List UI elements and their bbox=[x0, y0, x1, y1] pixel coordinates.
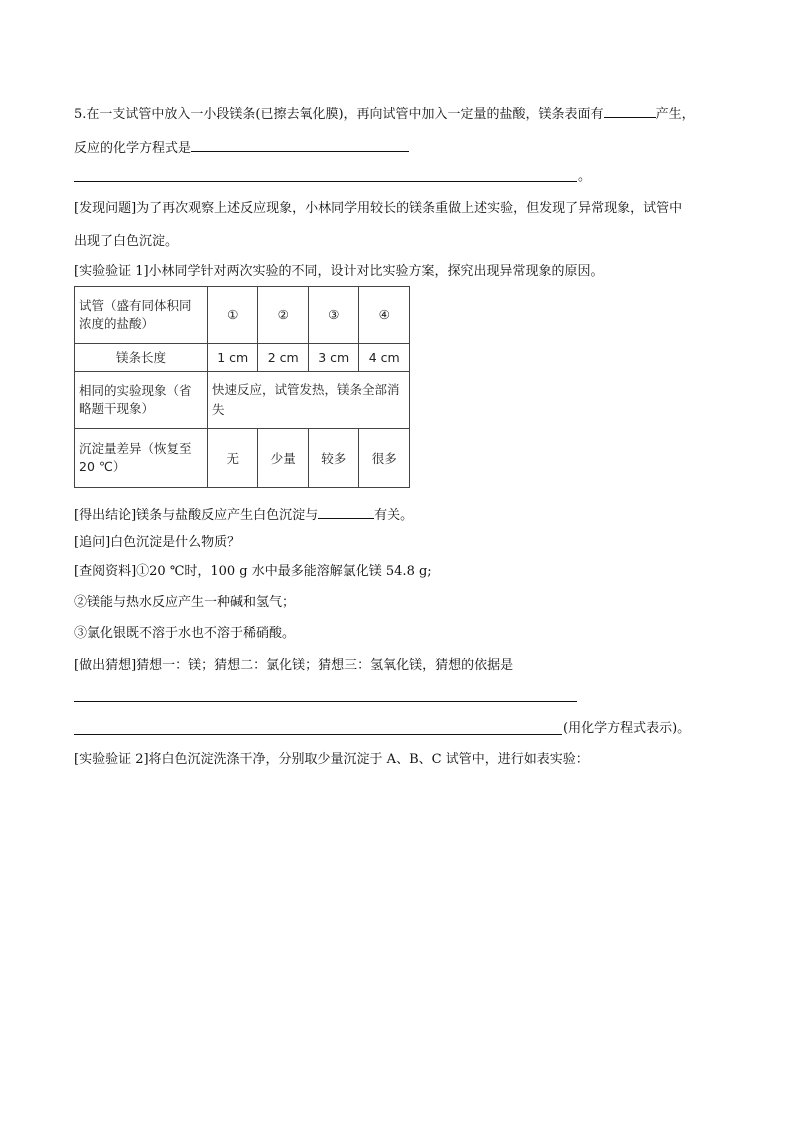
table-header-same: 相同的实验现象（省略题干现象） bbox=[75, 372, 208, 429]
q5-text-1b: 产生， bbox=[655, 107, 695, 122]
guess-line-3-tail: (用化学方程式表示)。 bbox=[563, 721, 691, 736]
experiment-table bbox=[74, 286, 410, 488]
q5-text-2: 反应的化学方程式是 bbox=[74, 141, 192, 156]
table-row bbox=[75, 287, 410, 344]
q5-period: 。 bbox=[578, 169, 592, 184]
discover-line-1: [发现问题]为了再次观察上述反应现象，小林同学用较长的镁条重做上述实验，但发现了异常现象，试管中 bbox=[74, 201, 683, 216]
info-line-2: ②镁能与热水反应产生一种碱和氢气； bbox=[74, 595, 296, 610]
conclusion-line bbox=[74, 504, 413, 525]
question-line: [追问]白色沉淀是什么物质？ bbox=[74, 535, 241, 550]
conclusion-blank[interactable] bbox=[318, 504, 374, 519]
table-cell-amount-1: 无 bbox=[208, 429, 258, 488]
table-cell-tube-1: ① bbox=[208, 287, 258, 344]
table-cell-tube-2: ② bbox=[258, 287, 308, 344]
verify2-line: [实验验证 2]将白色沉淀洗涤干净，分别取少量沉淀于 A、B、C 试管中，进行如表实验： bbox=[74, 752, 589, 767]
q5-blank-equation[interactable] bbox=[191, 137, 409, 152]
verify1-line: [实验验证 1]小林同学针对两次实验的不同，设计对比实验方案，探究出现异常现象的原因。 bbox=[74, 264, 604, 279]
q5-text-1: 5.在一支试管中放入一小段镁条(已擦去氧化膜)，再向试管中加入一定量的盐酸，镁条表面有 bbox=[74, 107, 604, 122]
table-header-amount: 沉淀量差异（恢复至20 ℃） bbox=[75, 429, 208, 488]
q5-line-2 bbox=[74, 137, 409, 158]
table-header-tube: 试管（盛有同体积同浓度的盐酸） bbox=[75, 287, 208, 344]
table-cell-amount-3: 较多 bbox=[308, 429, 358, 488]
guess-blank-2[interactable] bbox=[74, 734, 562, 735]
q5-blank-equation-cont[interactable] bbox=[74, 181, 577, 182]
q5-line-1 bbox=[74, 103, 695, 124]
guess-line-1: [做出猜想]猜想一：镁；猜想二：氯化镁；猜想三：氢氧化镁，猜想的依据是 bbox=[74, 658, 514, 673]
table-cell-amount-4: 很多 bbox=[359, 429, 410, 488]
table-cell-length-4: 4 cm bbox=[359, 343, 410, 371]
table-row bbox=[75, 429, 410, 488]
table-header-length: 镁条长度 bbox=[75, 343, 208, 371]
info-line-3: ③氯化银既不溶于水也不溶于稀硝酸。 bbox=[74, 626, 296, 641]
table-row bbox=[75, 372, 410, 429]
info-line-1: [查阅资料]①20 ℃时，100 g 水中最多能溶解氯化镁 54.8 g; bbox=[74, 564, 432, 579]
table-cell-tube-3: ③ bbox=[308, 287, 358, 344]
q5-blank-product[interactable] bbox=[604, 103, 656, 118]
table-cell-tube-4: ④ bbox=[359, 287, 410, 344]
table-row bbox=[75, 343, 410, 371]
conclusion-text-after: 有关。 bbox=[374, 508, 414, 523]
guess-blank-1[interactable] bbox=[74, 701, 577, 702]
discover-line-2: 出现了白色沉淀。 bbox=[74, 234, 179, 249]
table-cell-amount-2: 少量 bbox=[258, 429, 308, 488]
conclusion-text: [得出结论]镁条与盐酸反应产生白色沉淀与 bbox=[74, 508, 319, 523]
table-cell-same: 快速反应，试管发热，镁条全部消失 bbox=[208, 372, 410, 429]
table-cell-length-3: 3 cm bbox=[308, 343, 358, 371]
table-cell-length-1: 1 cm bbox=[208, 343, 258, 371]
table-cell-length-2: 2 cm bbox=[258, 343, 308, 371]
